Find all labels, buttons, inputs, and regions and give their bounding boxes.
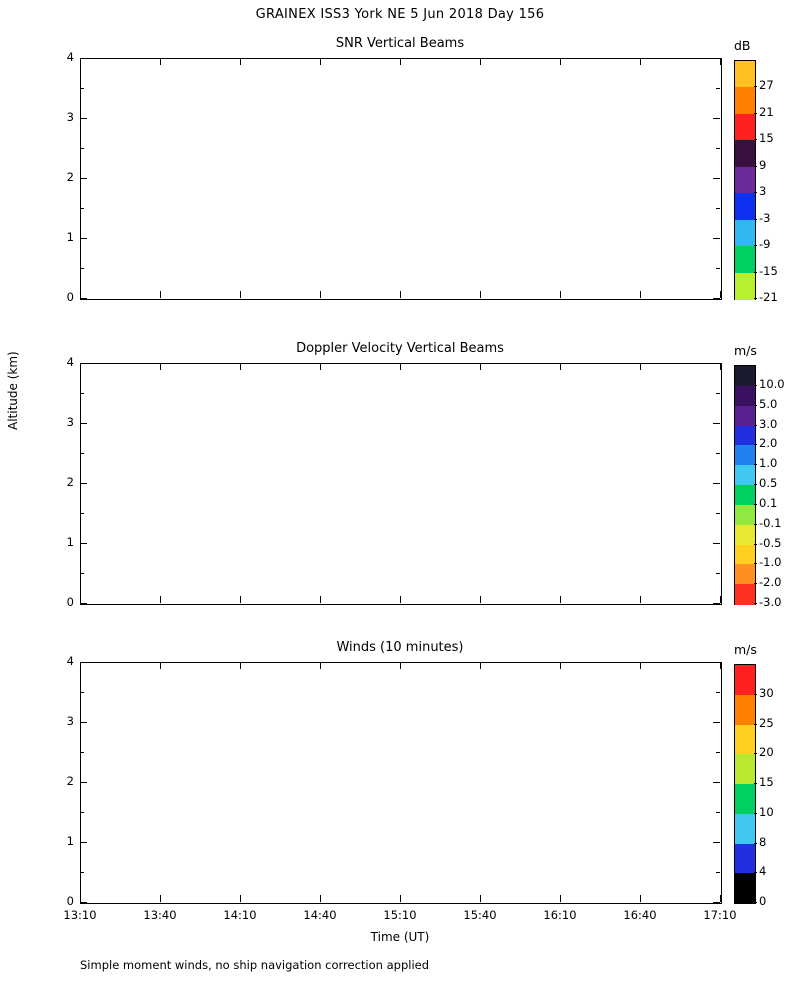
colorbar-tick-label: -3.0 xyxy=(759,595,782,609)
x-tick xyxy=(720,363,721,370)
y-tick xyxy=(80,662,87,663)
y-tick xyxy=(713,603,720,604)
x-tick xyxy=(400,291,401,298)
colorbar-tick xyxy=(754,272,757,273)
panel-winds-title: Winds (10 minutes) xyxy=(336,640,464,655)
colorbar-segment xyxy=(735,485,755,505)
y-minor-tick xyxy=(80,812,84,813)
x-tick-label: 13:40 xyxy=(143,908,177,922)
y-minor-tick xyxy=(716,872,720,873)
colorbar-segment xyxy=(735,873,755,903)
x-tick xyxy=(480,895,481,902)
colorbar-tick-label: 25 xyxy=(759,715,774,730)
colorbar-segment xyxy=(735,87,755,114)
y-tick xyxy=(713,483,720,484)
colorbar-tick xyxy=(754,405,757,406)
y-tick xyxy=(713,842,720,843)
y-tick xyxy=(80,722,87,723)
y-tick xyxy=(80,298,87,299)
y-tick xyxy=(80,483,87,484)
y-tick-label: 2 xyxy=(66,170,74,184)
colorbar-tick-label: 2.0 xyxy=(759,436,778,451)
colorbar-segment xyxy=(735,665,755,695)
colorbar-unit: m/s xyxy=(734,642,757,657)
colorbar-segment xyxy=(735,814,755,844)
colorbar-segment xyxy=(735,193,755,220)
colorbar-tick xyxy=(754,113,757,114)
y-tick xyxy=(713,902,720,903)
y-minor-tick xyxy=(716,692,720,693)
x-tick xyxy=(400,895,401,902)
panel-snr-title: SNR Vertical Beams xyxy=(335,36,465,51)
colorbar-tick-label: 0 xyxy=(759,894,767,908)
colorbar-tick-label: 0.5 xyxy=(759,476,778,490)
colorbar-tick xyxy=(754,425,757,426)
colorbar-tick-label: -9 xyxy=(759,237,771,252)
winds-plot-area xyxy=(80,662,722,904)
y-minor-tick xyxy=(80,453,84,454)
y-tick-label: 0 xyxy=(66,595,74,609)
x-tick xyxy=(160,291,161,298)
colorbar-tick xyxy=(754,544,757,545)
y-tick xyxy=(80,178,87,179)
colorbar-segment xyxy=(735,273,755,300)
y-tick xyxy=(80,543,87,544)
y-tick xyxy=(713,298,720,299)
x-tick xyxy=(560,291,561,298)
x-tick xyxy=(320,58,321,65)
x-tick xyxy=(560,58,561,65)
colorbar-tick xyxy=(754,724,757,725)
y-tick-label: 1 xyxy=(66,535,74,549)
x-tick xyxy=(320,596,321,603)
x-tick-label: 14:10 xyxy=(223,908,257,922)
x-tick xyxy=(640,895,641,902)
page-title: GRAINEX ISS3 York NE 5 Jun 2018 Day 156 xyxy=(255,7,545,22)
x-tick xyxy=(720,596,721,603)
colorbar-tick xyxy=(754,298,757,299)
colorbar-segment xyxy=(735,61,755,88)
x-tick xyxy=(480,596,481,603)
y-tick xyxy=(713,722,720,723)
x-tick-label: 13:10 xyxy=(63,908,97,922)
colorbar-segment xyxy=(735,725,755,755)
x-tick xyxy=(480,291,481,298)
x-tick xyxy=(400,363,401,370)
y-tick xyxy=(713,363,720,364)
y-tick-label: 2 xyxy=(66,774,74,788)
y-tick-label: 0 xyxy=(66,290,74,304)
colorbar-tick xyxy=(754,444,757,445)
x-tick xyxy=(320,895,321,902)
y-minor-tick xyxy=(716,573,720,574)
y-tick-label: 0 xyxy=(66,894,74,908)
x-tick xyxy=(560,596,561,603)
x-tick xyxy=(400,662,401,669)
x-tick xyxy=(80,291,81,298)
y-tick-label: 3 xyxy=(66,415,74,429)
x-tick xyxy=(80,58,81,65)
y-tick-label: 3 xyxy=(66,110,74,124)
colorbar-tick xyxy=(754,166,757,167)
colorbar-tick xyxy=(754,192,757,193)
y-tick-label: 4 xyxy=(66,355,74,369)
x-tick xyxy=(400,58,401,65)
x-tick-label: 15:10 xyxy=(383,908,417,922)
y-minor-tick xyxy=(716,812,720,813)
x-tick xyxy=(160,58,161,65)
y-tick xyxy=(713,782,720,783)
colorbar-tick xyxy=(754,219,757,220)
colorbar-tick-label: 3.0 xyxy=(759,416,778,431)
y-tick-label: 2 xyxy=(66,475,74,489)
colorbar-tick xyxy=(754,86,757,87)
x-tick xyxy=(80,596,81,603)
colorbar-segment xyxy=(735,386,755,406)
colorbar-tick-label: 10 xyxy=(759,804,774,819)
y-minor-tick xyxy=(80,148,84,149)
y-minor-tick xyxy=(80,573,84,574)
x-tick xyxy=(240,58,241,65)
colorbar-segment xyxy=(735,784,755,814)
y-minor-tick xyxy=(80,513,84,514)
x-tick xyxy=(320,662,321,669)
y-tick xyxy=(713,58,720,59)
colorbar-tick-label: 4 xyxy=(759,864,767,879)
y-tick xyxy=(713,423,720,424)
x-tick xyxy=(640,58,641,65)
colorbar-segment xyxy=(735,754,755,784)
colorbar-segment xyxy=(735,366,755,386)
colorbar-segment xyxy=(735,426,755,446)
x-tick xyxy=(80,662,81,669)
colorbar-segment xyxy=(735,406,755,426)
x-tick xyxy=(160,363,161,370)
x-tick xyxy=(160,662,161,669)
colorbar-segment xyxy=(735,140,755,167)
y-tick xyxy=(80,842,87,843)
x-tick xyxy=(160,596,161,603)
colorbar-tick xyxy=(754,603,757,604)
colorbar-segment xyxy=(735,584,755,604)
y-tick xyxy=(80,58,87,59)
y-minor-tick xyxy=(716,453,720,454)
doppler-plot-area xyxy=(80,363,722,605)
y-tick xyxy=(80,238,87,239)
colorbar-tick xyxy=(754,583,757,584)
x-tick xyxy=(720,58,721,65)
colorbar-tick xyxy=(754,783,757,784)
y-tick xyxy=(80,782,87,783)
x-tick-label: 14:40 xyxy=(303,908,337,922)
x-tick xyxy=(240,895,241,902)
colorbar-tick-label: 20 xyxy=(759,745,774,760)
colorbar-segment xyxy=(735,445,755,465)
colorbar-0 xyxy=(734,60,756,300)
colorbar-unit: dB xyxy=(734,38,751,53)
x-tick xyxy=(560,895,561,902)
colorbar-tick-label: 3 xyxy=(759,184,767,199)
x-tick xyxy=(640,596,641,603)
colorbar-tick-label: 9 xyxy=(759,157,767,172)
x-tick xyxy=(240,662,241,669)
y-minor-tick xyxy=(80,872,84,873)
colorbar-segment xyxy=(735,465,755,485)
x-tick-label: 16:40 xyxy=(623,908,657,922)
y-tick xyxy=(713,178,720,179)
y-tick xyxy=(713,238,720,239)
y-minor-tick xyxy=(716,393,720,394)
y-tick-label: 3 xyxy=(66,714,74,728)
colorbar-tick-label: 21 xyxy=(759,104,774,119)
colorbar-tick-label: 5.0 xyxy=(759,396,778,411)
colorbar-tick xyxy=(754,484,757,485)
y-tick xyxy=(80,363,87,364)
y-minor-tick xyxy=(716,513,720,514)
snr-plot-area xyxy=(80,58,722,300)
colorbar-tick-label: -1.0 xyxy=(759,555,782,570)
x-tick xyxy=(640,363,641,370)
x-tick xyxy=(320,291,321,298)
y-tick-label: 1 xyxy=(66,834,74,848)
x-tick xyxy=(80,363,81,370)
colorbar-segment xyxy=(735,525,755,545)
y-minor-tick xyxy=(716,148,720,149)
y-minor-tick xyxy=(80,692,84,693)
colorbar-tick-label: 8 xyxy=(759,834,767,849)
colorbar-segment xyxy=(735,246,755,273)
y-tick xyxy=(713,118,720,119)
colorbar-tick xyxy=(754,385,757,386)
colorbar-segment xyxy=(735,564,755,584)
y-axis-label: Altitude (km) xyxy=(6,351,20,430)
x-tick xyxy=(80,895,81,902)
panel-doppler-title: Doppler Velocity Vertical Beams xyxy=(296,341,504,356)
colorbar-tick xyxy=(754,753,757,754)
x-tick xyxy=(640,662,641,669)
x-tick-label: 15:40 xyxy=(463,908,497,922)
colorbar-tick xyxy=(754,139,757,140)
y-tick xyxy=(80,902,87,903)
y-minor-tick xyxy=(80,268,84,269)
x-tick xyxy=(400,596,401,603)
colorbar-tick-label: 15 xyxy=(759,131,774,146)
x-tick xyxy=(320,363,321,370)
y-tick xyxy=(713,543,720,544)
colorbar-tick xyxy=(754,464,757,465)
x-tick xyxy=(720,291,721,298)
colorbar-segment xyxy=(735,167,755,194)
x-tick xyxy=(560,662,561,669)
colorbar-1 xyxy=(734,365,756,605)
y-tick xyxy=(80,603,87,604)
x-tick xyxy=(480,58,481,65)
footnote: Simple moment winds, no ship navigation correction applied xyxy=(80,958,430,972)
colorbar-tick-label: 0.1 xyxy=(759,495,778,510)
colorbar-2 xyxy=(734,664,756,904)
colorbar-tick-label: -2.0 xyxy=(759,575,782,590)
colorbar-segment xyxy=(735,545,755,565)
colorbar-segment xyxy=(735,505,755,525)
y-minor-tick xyxy=(80,88,84,89)
y-minor-tick xyxy=(716,208,720,209)
x-tick xyxy=(240,363,241,370)
x-tick xyxy=(720,895,721,902)
colorbar-segment xyxy=(735,844,755,874)
colorbar-tick xyxy=(754,504,757,505)
x-tick xyxy=(480,662,481,669)
colorbar-tick xyxy=(754,843,757,844)
colorbar-tick-label: 30 xyxy=(759,685,774,700)
colorbar-tick xyxy=(754,524,757,525)
x-tick-label: 16:10 xyxy=(543,908,577,922)
colorbar-tick-label: 10.0 xyxy=(759,376,785,391)
x-tick xyxy=(640,291,641,298)
x-tick-label: 17:10 xyxy=(703,908,737,922)
x-tick xyxy=(240,596,241,603)
y-tick-label: 1 xyxy=(66,230,74,244)
y-minor-tick xyxy=(80,393,84,394)
colorbar-tick xyxy=(754,694,757,695)
colorbar-segment xyxy=(735,114,755,141)
colorbar-tick-label: 27 xyxy=(759,78,774,93)
colorbar-tick-label: -21 xyxy=(759,290,778,304)
colorbar-tick xyxy=(754,813,757,814)
x-tick xyxy=(480,363,481,370)
y-minor-tick xyxy=(716,88,720,89)
colorbar-tick-label: 1.0 xyxy=(759,456,778,471)
colorbar-tick-label: -0.5 xyxy=(759,535,782,550)
y-tick-label: 4 xyxy=(66,50,74,64)
colorbar-tick-label: -15 xyxy=(759,263,778,278)
y-minor-tick xyxy=(80,752,84,753)
y-minor-tick xyxy=(716,752,720,753)
colorbar-unit: m/s xyxy=(734,343,757,358)
y-tick xyxy=(80,423,87,424)
colorbar-segment xyxy=(735,695,755,725)
colorbar-tick xyxy=(754,245,757,246)
x-tick xyxy=(560,363,561,370)
colorbar-tick xyxy=(754,563,757,564)
colorbar-tick xyxy=(754,872,757,873)
y-minor-tick xyxy=(716,268,720,269)
x-tick xyxy=(160,895,161,902)
colorbar-tick xyxy=(754,902,757,903)
x-axis-label: Time (UT) xyxy=(370,930,430,944)
colorbar-tick-label: 15 xyxy=(759,775,774,789)
y-tick xyxy=(713,662,720,663)
x-tick xyxy=(240,291,241,298)
y-tick xyxy=(80,118,87,119)
x-tick xyxy=(720,662,721,669)
colorbar-tick-label: -3 xyxy=(759,210,771,225)
y-minor-tick xyxy=(80,208,84,209)
y-tick-label: 4 xyxy=(66,654,74,668)
colorbar-segment xyxy=(735,220,755,247)
colorbar-tick-label: -0.1 xyxy=(759,515,782,530)
